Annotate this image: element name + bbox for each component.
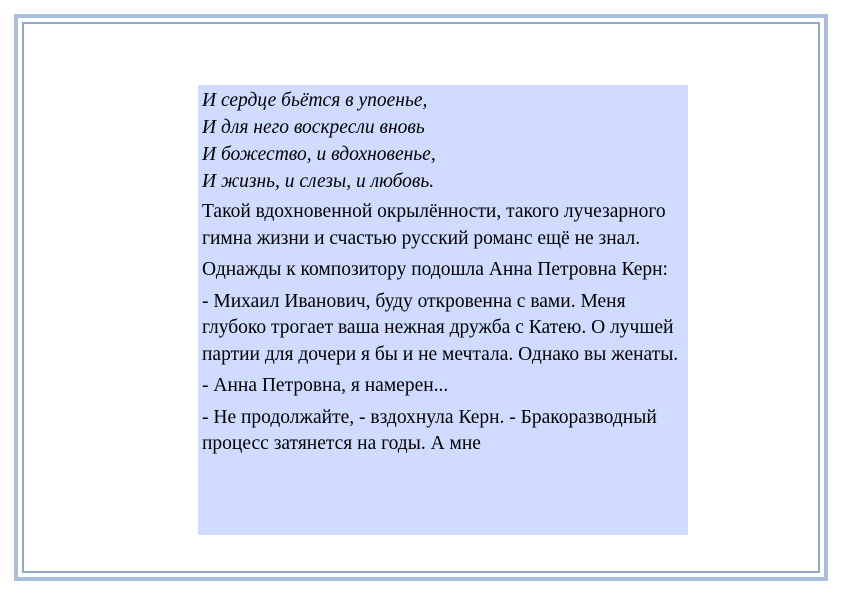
text-box: [198, 85, 688, 535]
poem-line: И жизнь, и слезы, и любовь.: [202, 171, 435, 192]
poem-line: И для него воскресли вновь: [202, 117, 425, 138]
poem-line: И божество, и вдохновенье,: [202, 144, 436, 165]
paragraph-kern-approach: Однажды к композитору подошла Анна Петровна Керн:: [202, 259, 668, 280]
poem-line: И сердце бьётся в упоенье,: [202, 90, 428, 111]
paragraph-glinka-reply: - Анна Петровна, я намерен...: [202, 375, 449, 396]
paragraph-kern-speech: - Михаил Иванович, буду откровенна с вами. Меня глубоко трогает ваша нежная дружба с Катею. О лучшей партии для дочери я бы и не мечтала. Однако вы женаты.: [202, 290, 679, 365]
paragraph-romance: Такой вдохновенной окрылённости, такого лучезарного гимна жизни и счастью русский романс ещё не знал.: [202, 201, 666, 249]
poem-quote: [202, 87, 684, 195]
paragraph-kern-sigh: - Не продолжайте, - вздохнула Керн. - Бракоразводный процесс затянется на годы. А мне: [202, 406, 657, 454]
